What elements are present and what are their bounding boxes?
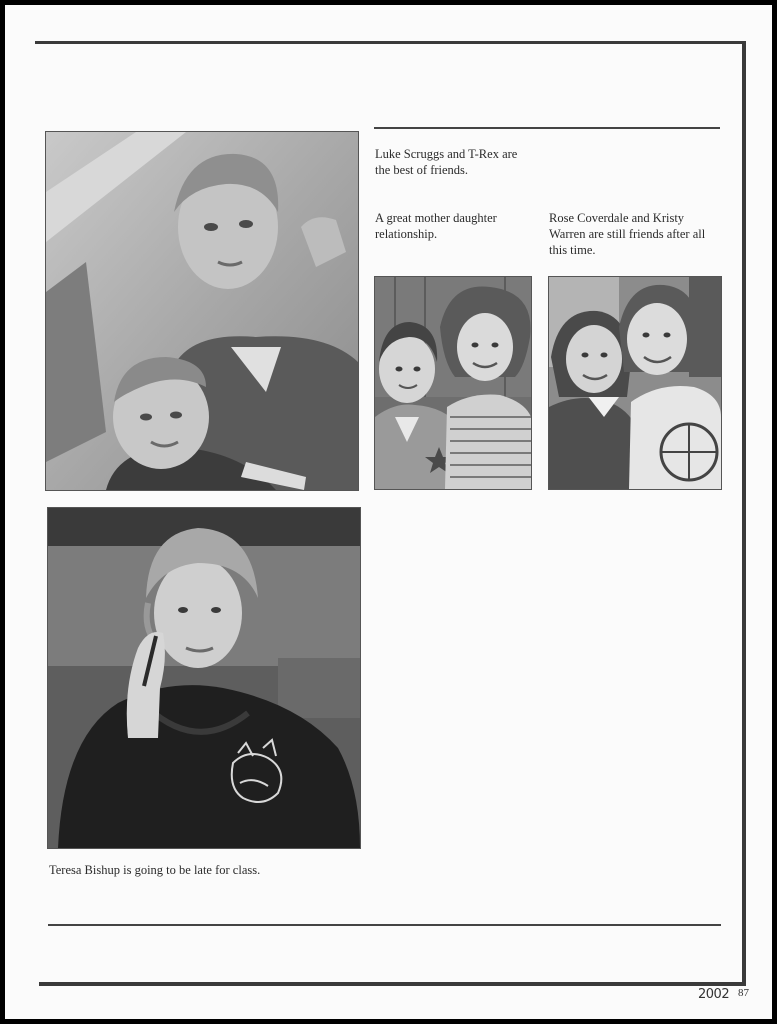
photo-mother-daughter: [374, 276, 532, 490]
photo-mother-daughter-image: [375, 277, 531, 489]
photo-teresa-bishup-image: [48, 508, 360, 848]
footer-page-number: 87: [738, 987, 749, 999]
photo-rose-kristy: [548, 276, 722, 490]
bottom-divider: [48, 924, 721, 926]
photo-teresa-bishup: [47, 507, 361, 849]
top-divider: [374, 127, 720, 129]
yearbook-page: [5, 5, 772, 1019]
photo-two-boys: [45, 131, 359, 491]
caption-luke-scruggs: Luke Scruggs and T-Rex are the best of friends.: [375, 147, 518, 177]
caption-mother-daughter: A great mother daughter relationship.: [375, 211, 497, 241]
frame-bottom-border: [39, 982, 746, 986]
footer-year: 2002: [698, 987, 730, 1002]
frame-top-border: [35, 41, 745, 44]
caption-rose-coverdale: Rose Coverdale and Kristy Warren are still friends after all this time.: [549, 211, 706, 257]
photo-two-boys-image: [46, 132, 358, 490]
frame-right-border: [742, 41, 746, 985]
caption-teresa-bishup: Teresa Bishup is going to be late for class.: [49, 863, 261, 877]
photo-rose-kristy-image: [549, 277, 721, 489]
